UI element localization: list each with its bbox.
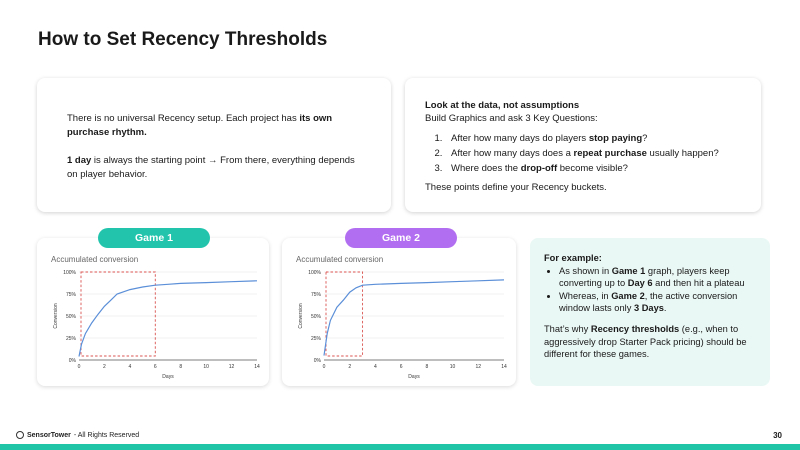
x-axis-label: Days [162, 374, 174, 380]
questions-heading: Look at the data, not assumptions [425, 100, 580, 111]
questions-list [425, 132, 750, 175]
game1-chart [37, 238, 269, 386]
intro-p2-bold: 1 day [67, 155, 92, 166]
example-conclusion: That’s why Recency thresholds (e.g., when to aggressively drop Starter Pack pricing) should be different for these games. [544, 323, 747, 360]
series-line [324, 280, 504, 356]
x-tick-label: 2 [348, 364, 352, 370]
x-tick-label: 0 [322, 364, 326, 370]
x-tick-label: 2 [103, 364, 106, 370]
x-tick-label: 12 [228, 364, 235, 370]
example-bullet-1: • As shown in Game 1 graph, players keep converting up to Day 6 and then hit a plateau [559, 265, 766, 290]
intro-p1-text: There is no universal Recency setup. Each project has [67, 113, 300, 124]
x-tick-label: 12 [475, 364, 482, 370]
x-tick-label: 6 [153, 364, 157, 370]
intro-card [37, 78, 391, 212]
x-tick-label: 14 [254, 364, 260, 370]
x-tick-label: 8 [179, 364, 183, 370]
x-tick-label: 10 [203, 364, 209, 370]
y-tick-label: 100% [63, 270, 76, 276]
questions-card [405, 78, 761, 212]
series-line [79, 281, 257, 357]
game2-label-pill: Game 2 [345, 228, 457, 248]
x-tick-label: 8 [425, 364, 429, 370]
bottom-accent-bar [0, 444, 800, 450]
page-number: 30 [773, 431, 782, 440]
game1-label-pill: Game 1 [98, 228, 210, 248]
questions-subheading: Build Graphics and ask 3 Key Questions: [425, 113, 598, 124]
question-item: 1. After how many days do players stop paying? [445, 132, 750, 145]
y-tick-label: 100% [308, 270, 321, 276]
question-item: 3. Where does the drop-off become visible? [445, 162, 750, 175]
sensortower-logo-icon [16, 431, 24, 439]
x-tick-label: 0 [77, 364, 81, 370]
y-axis-label: Conversion [298, 303, 304, 329]
y-tick-label: 50% [65, 314, 76, 320]
footer-rights: - All Rights Reserved [73, 431, 140, 439]
page-title: How to Set Recency Thresholds [38, 29, 328, 50]
question-item: 2. After how many days does a repeat purchase usually happen? [445, 147, 750, 160]
questions-footer: These points define your Recency buckets. [425, 182, 607, 193]
example-heading: For example: [544, 253, 602, 263]
footer-brand [16, 431, 139, 439]
intro-p1-bold: its own purchase rhythm. [67, 113, 333, 138]
x-axis-label: Days [408, 374, 420, 380]
y-tick-label: 50% [310, 314, 321, 320]
example-bullet-2: • Whereas, in Game 2, the active conversion window lasts only 3 Days. [559, 290, 766, 315]
x-tick-label: 6 [399, 364, 403, 370]
intro-p2-text: is always the starting point → From there, everything depends on player behavior. [67, 155, 355, 180]
y-tick-label: 25% [310, 336, 321, 342]
game2-chart [282, 238, 516, 386]
x-tick-label: 4 [374, 364, 377, 370]
y-tick-label: 0% [68, 358, 76, 364]
x-tick-label: 14 [501, 364, 507, 370]
example-card [530, 238, 770, 386]
example-text [544, 252, 766, 361]
chart-title: Accumulated conversion [51, 255, 139, 264]
intro-text [67, 112, 367, 196]
y-tick-label: 25% [65, 336, 76, 342]
footer-brand-name: SensorTower [27, 431, 71, 439]
game1-chart-card [37, 238, 269, 386]
game2-chart-card [282, 238, 516, 386]
highlight-window-box [326, 272, 363, 356]
x-tick-label: 4 [128, 364, 132, 370]
y-tick-label: 75% [65, 292, 76, 298]
example-list [544, 265, 766, 315]
y-tick-label: 0% [313, 358, 321, 364]
y-tick-label: 75% [310, 292, 321, 298]
intro-paragraph-1 [67, 112, 367, 140]
highlight-window-box [81, 272, 155, 356]
chart-title: Accumulated conversion [296, 255, 384, 264]
questions-text [425, 99, 750, 194]
intro-paragraph-2 [67, 154, 367, 182]
y-axis-label: Conversion [53, 303, 59, 329]
x-tick-label: 10 [449, 364, 456, 370]
